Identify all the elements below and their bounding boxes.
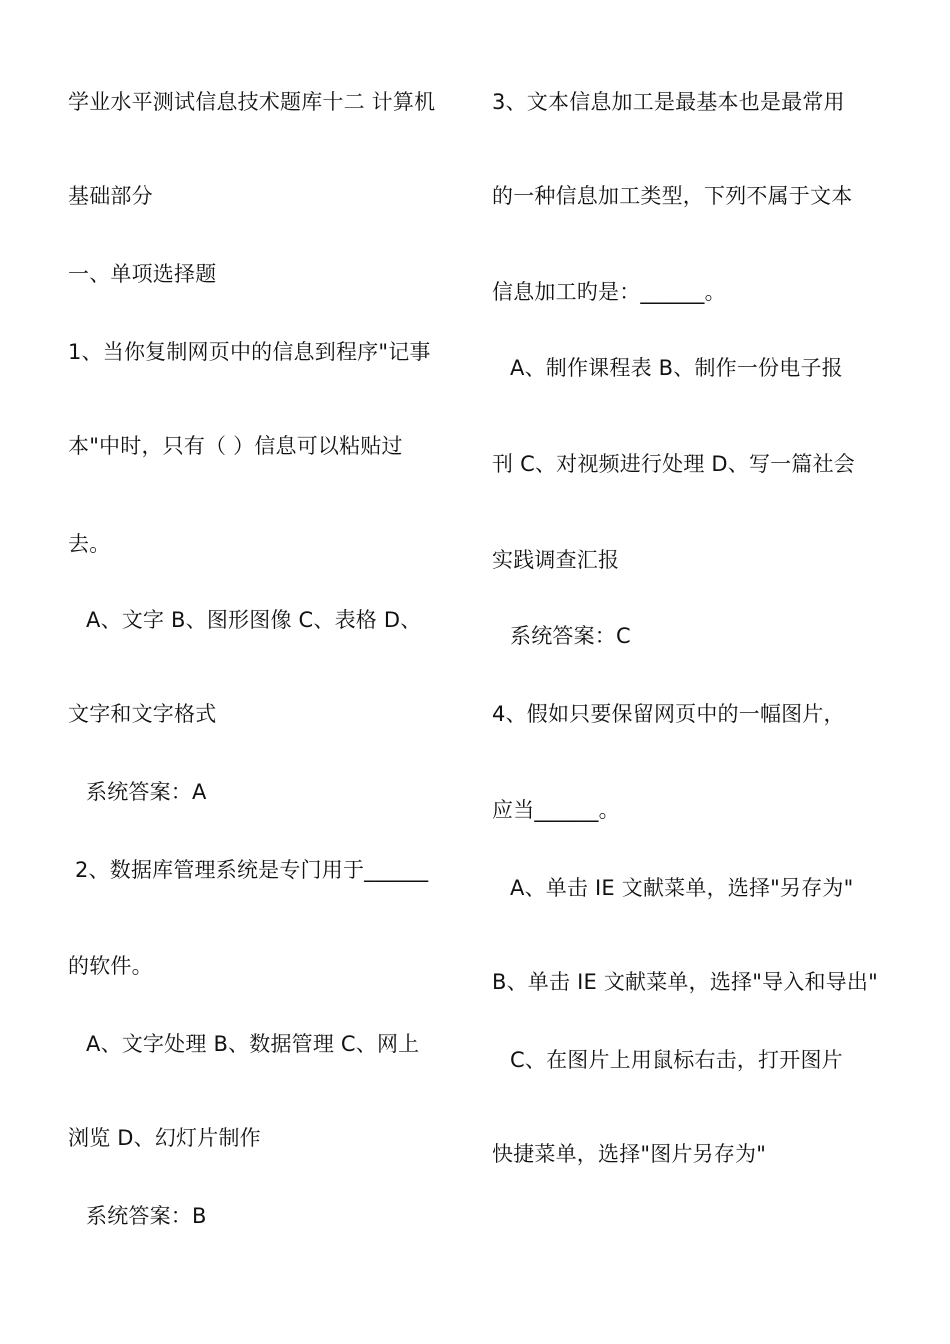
question-1-options-line-2: 文字和文字格式	[68, 702, 217, 726]
document-title-line-2: 基础部分	[68, 184, 153, 208]
question-3-options-line-1: A、制作课程表 B、制作一份电子报	[510, 356, 843, 380]
question-2-text-line-1: 2、数据库管理系统是专门用于______	[75, 858, 429, 882]
question-1-answer: 系统答案：A	[86, 780, 207, 804]
question-2-options-line-1: A、文字处理 B、数据管理 C、网上	[86, 1032, 420, 1056]
document-title-line-1: 学业水平测试信息技术题库十二 计算机	[68, 90, 436, 114]
question-1-text-line-1: 1、当你复制网页中的信息到程序"记事	[68, 340, 431, 364]
question-4-option-c-line-1: C、在图片上用鼠标右击，打开图片	[510, 1048, 843, 1072]
question-1-text-line-2: 本"中时，只有（ ）信息可以粘贴过	[68, 434, 403, 458]
question-4-option-b: B、单击 IE 文献菜单，选择"导入和导出"	[492, 970, 878, 994]
question-3-text-line-3: 信息加工旳是：______。	[492, 280, 726, 304]
question-4-text-line-2: 应当______。	[492, 798, 620, 822]
question-2-answer: 系统答案：B	[86, 1204, 207, 1228]
question-2-options-line-2: 浏览 D、幻灯片制作	[68, 1126, 261, 1150]
question-4-option-a: A、单击 IE 文献菜单，选择"另存为"	[510, 876, 854, 900]
question-2-text-line-2: 的软件。	[68, 954, 153, 978]
question-3-options-line-2: 刊 C、对视频进行处理 D、写一篇社会	[492, 452, 855, 476]
question-3-answer: 系统答案：C	[510, 624, 631, 648]
question-3-text-line-1: 3、文本信息加工是最基本也是最常用	[492, 90, 845, 114]
question-3-options-line-3: 实践调查汇报	[492, 548, 620, 572]
question-4-option-c-line-2: 快捷菜单，选择"图片另存为"	[492, 1142, 767, 1166]
question-4-text-line-1: 4、假如只要保留网页中的一幅图片，	[492, 702, 845, 726]
question-1-text-line-3: 去。	[68, 532, 111, 556]
section-heading: 一、单项选择题	[68, 262, 217, 286]
question-3-text-line-2: 的一种信息加工类型，下列不属于文本	[492, 184, 853, 208]
question-1-options-line-1: A、文字 B、图形图像 C、表格 D、	[86, 608, 422, 632]
